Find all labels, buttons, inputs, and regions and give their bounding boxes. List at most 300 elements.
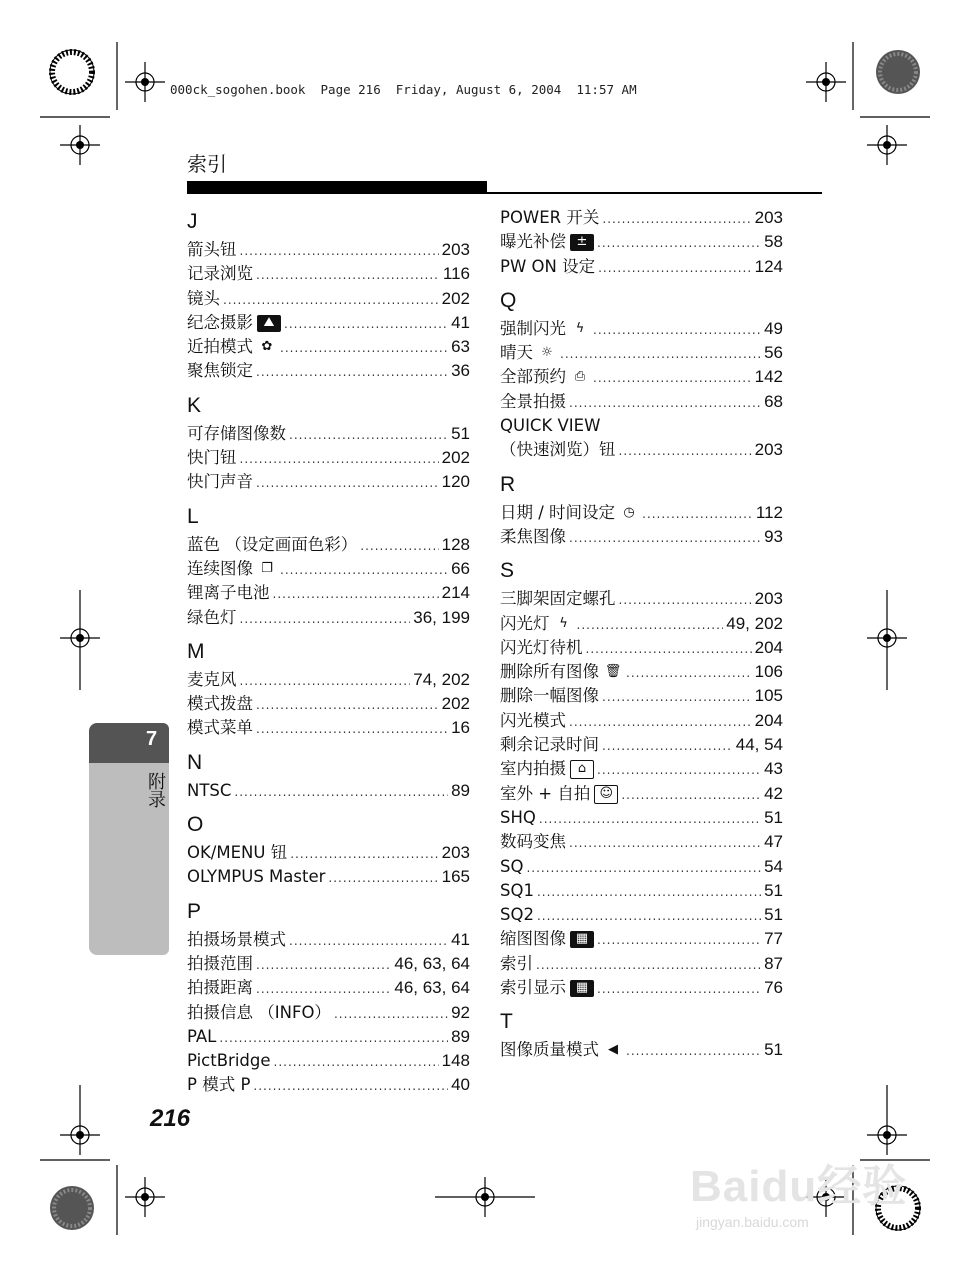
index-entry-label xyxy=(187,928,286,952)
index-entry-label xyxy=(187,865,325,889)
chapter-tab-label: 附录 xyxy=(145,772,166,808)
leader-dots xyxy=(621,783,761,807)
index-entry-text: POWER 开关 xyxy=(500,208,600,227)
index-entry-label xyxy=(500,501,639,525)
index-entry-label xyxy=(187,1073,250,1097)
index-entry xyxy=(500,365,783,389)
index-entry-label xyxy=(187,976,253,1000)
index-entry-text: P 模式 P xyxy=(187,1075,251,1095)
index-entry xyxy=(187,470,470,494)
flash-icon: ϟ xyxy=(575,320,585,336)
index-entry xyxy=(187,359,470,383)
index-entry-label xyxy=(500,830,566,854)
index-entry-page: 51 xyxy=(764,905,783,925)
index-entry-text: 纪念摄影 xyxy=(187,312,253,332)
index-entry-label xyxy=(187,841,287,865)
index-entry xyxy=(500,976,783,1000)
index-entry-label xyxy=(500,709,566,733)
index-entry-label xyxy=(500,1038,623,1062)
leader-dots xyxy=(598,256,752,280)
index-entry-page: 68 xyxy=(764,391,783,411)
index-entry-page: 204 xyxy=(754,710,783,730)
index-entry-page: 165 xyxy=(441,867,470,887)
index-entry xyxy=(500,255,783,279)
index-entry-text: 室内拍摄 xyxy=(500,759,566,779)
index-entry-label xyxy=(187,422,286,446)
clock-icon: ◷ xyxy=(623,504,635,520)
index-entry-page: 203 xyxy=(754,589,783,609)
index-entry-label xyxy=(500,317,590,341)
index-entry xyxy=(500,806,783,830)
index-entry xyxy=(187,668,470,692)
index-entry-text: 记录浏览 xyxy=(187,264,253,284)
index-entry-label xyxy=(500,855,523,879)
title-rule-thin xyxy=(487,192,822,194)
index-column-left xyxy=(187,206,470,1098)
index-entry xyxy=(500,317,783,341)
index-entry-text: 聚焦锁定 xyxy=(187,361,253,381)
leader-dots xyxy=(597,928,761,952)
index-entry-page: 51 xyxy=(451,423,470,443)
index-entry xyxy=(187,716,470,740)
index-entry-page: 202 xyxy=(441,288,470,308)
leader-dots xyxy=(273,582,439,606)
leader-dots xyxy=(626,661,752,685)
index-entry-text: 锂离子电池 xyxy=(187,583,270,603)
index-entry xyxy=(187,779,470,803)
watermark-main: Baidu经验 xyxy=(690,1162,908,1211)
index-entry-page: 203 xyxy=(441,843,470,863)
leader-dots xyxy=(240,607,411,631)
index-entry xyxy=(500,206,783,230)
index-thumbnail-icon: ▦ xyxy=(570,980,594,997)
index-entry xyxy=(187,422,470,446)
leader-dots xyxy=(539,807,761,831)
index-entry-text: 拍摄范围 xyxy=(187,953,253,973)
index-entry-text: 拍摄距离 xyxy=(187,978,253,998)
index-entry xyxy=(187,533,470,557)
index-entry xyxy=(187,841,470,865)
index-entry xyxy=(500,414,783,438)
index-letter-heading: T xyxy=(500,1010,513,1034)
book-header: 000ck_sogohen.book Page 216 Friday, August 6, 2004 11:57 AM xyxy=(170,82,637,97)
index-entry-page: 16 xyxy=(451,718,470,738)
index-entry-label xyxy=(500,903,534,927)
index-entry-page: 202 xyxy=(441,694,470,714)
index-entry-page: 36 xyxy=(451,361,470,381)
index-entry-label xyxy=(500,612,574,636)
leader-dots xyxy=(256,471,439,495)
sun-icon: ☼ xyxy=(541,345,553,361)
leader-dots xyxy=(569,831,761,855)
index-entry-label xyxy=(187,287,220,311)
index-entry-text: 快门声音 xyxy=(187,472,253,492)
leader-dots xyxy=(240,669,411,693)
index-entry-page: 76 xyxy=(764,978,783,998)
index-entry-page: 204 xyxy=(754,637,783,657)
index-entry-label xyxy=(187,1025,216,1049)
index-entry xyxy=(500,927,783,951)
index-entry-page: 92 xyxy=(451,1002,470,1022)
index-entry-label xyxy=(187,262,253,286)
index-entry xyxy=(187,1025,470,1049)
index-entry-label xyxy=(500,390,566,414)
index-entry-text: 模式菜单 xyxy=(187,718,253,738)
leader-dots xyxy=(593,318,761,342)
index-entry-text: OK/MENU 钮 xyxy=(187,843,288,863)
index-letter-heading: P xyxy=(187,899,202,923)
watermark-logo xyxy=(690,1150,907,1230)
index-entry-label xyxy=(187,359,253,383)
index-entry-label xyxy=(500,684,599,708)
leader-dots xyxy=(256,717,448,741)
index-entry-text: 连续图像 xyxy=(187,558,253,578)
index-entry xyxy=(500,636,783,660)
index-letter-heading: Q xyxy=(500,288,517,312)
index-entry-text: 绿色灯 xyxy=(187,607,237,627)
index-entry xyxy=(187,1049,470,1073)
index-entry-text: 闪光灯待机 xyxy=(500,637,583,657)
index-entry-page: 44, 54 xyxy=(735,735,783,755)
leader-dots xyxy=(223,288,439,312)
index-entry-text: SQ2 xyxy=(500,905,534,925)
index-entry xyxy=(187,1001,470,1025)
index-entry-page: 51 xyxy=(764,880,783,900)
index-entry-label xyxy=(500,976,594,1000)
index-entry-page: 63 xyxy=(451,337,470,357)
index-entry xyxy=(187,606,470,630)
index-entry-label xyxy=(187,1001,331,1025)
leader-dots xyxy=(626,1039,761,1063)
self-portrait-icon: ☺ xyxy=(594,785,618,804)
index-entry xyxy=(500,525,783,549)
index-column-right xyxy=(500,206,783,1063)
index-entry-label xyxy=(187,779,231,803)
index-entry-text: 索引显示 xyxy=(500,978,566,998)
leader-dots xyxy=(619,439,752,463)
index-entry-label xyxy=(187,557,277,581)
index-entry-page: 43 xyxy=(764,759,783,779)
leader-dots xyxy=(526,856,761,880)
index-entry-page: 56 xyxy=(764,343,783,363)
index-entry-text: 蓝色 （设定画面色彩） xyxy=(187,534,358,554)
index-entry-page: 89 xyxy=(451,1026,470,1046)
index-entry xyxy=(187,952,470,976)
index-entry-label xyxy=(500,587,616,611)
delete-all-icon: 🗑 xyxy=(604,664,622,680)
leader-dots xyxy=(280,336,448,360)
index-entry-label xyxy=(500,660,623,684)
index-entry-page: 214 xyxy=(441,583,470,603)
index-entry-label xyxy=(187,470,253,494)
index-entry-label xyxy=(500,782,618,806)
index-entry xyxy=(187,692,470,716)
leader-dots xyxy=(240,239,439,263)
index-entry-page: 46, 63, 64 xyxy=(394,978,470,998)
index-entry xyxy=(187,1073,470,1097)
index-entry-text: 全景拍摄 xyxy=(500,391,566,411)
index-entry xyxy=(187,311,470,335)
index-entry-text: 柔焦图像 xyxy=(500,526,566,546)
index-entry-text: OLYMPUS Master xyxy=(187,867,326,887)
index-entry-page: 202 xyxy=(441,448,470,468)
leader-dots xyxy=(284,312,448,336)
index-entry-text: 麦克风 xyxy=(187,669,237,689)
index-entry-page: 40 xyxy=(451,1075,470,1095)
index-entry-label xyxy=(187,446,237,470)
index-letter-heading: J xyxy=(187,210,198,233)
index-entry-page: 120 xyxy=(441,472,470,492)
index-entry-page: 106 xyxy=(754,662,783,682)
leader-dots xyxy=(256,263,440,287)
index-entry-page: 36, 199 xyxy=(413,607,470,627)
index-entry-page: 124 xyxy=(754,256,783,276)
index-entry xyxy=(500,830,783,854)
index-entry-page: 47 xyxy=(764,832,783,852)
index-entry-page: 142 xyxy=(754,367,783,387)
index-entry-page: 41 xyxy=(451,929,470,949)
index-entry-label xyxy=(187,692,253,716)
index-entry-page: 89 xyxy=(451,780,470,800)
index-entry-page: 41 xyxy=(451,312,470,332)
index-entry-text: SHQ xyxy=(500,807,536,827)
print-all-icon: ⎙ xyxy=(574,369,586,385)
leader-dots xyxy=(360,534,438,558)
leader-dots xyxy=(253,1074,448,1098)
leader-dots xyxy=(586,637,752,661)
index-entry-text: PAL xyxy=(187,1026,217,1046)
landscape-portrait-icon: ⛰ xyxy=(257,315,281,332)
index-entry xyxy=(187,446,470,470)
index-entry-text: 箭头钮 xyxy=(187,240,237,259)
index-entry xyxy=(500,757,783,781)
leader-dots xyxy=(619,588,752,612)
leader-dots xyxy=(537,904,761,928)
index-entry xyxy=(187,928,470,952)
index-entry xyxy=(187,335,470,359)
index-entry-page: 49, 202 xyxy=(726,613,783,633)
leader-dots xyxy=(569,710,752,734)
leader-dots xyxy=(597,231,761,255)
index-entry-text: 拍摄场景模式 xyxy=(187,929,286,949)
index-entry-text: 镜头 xyxy=(187,288,220,308)
index-entry-text: 删除一幅图像 xyxy=(500,686,599,706)
index-letter-heading: L xyxy=(187,504,199,528)
index-entry-text: 快门钮 xyxy=(187,448,237,468)
index-entry-text: PW ON 设定 xyxy=(500,256,596,276)
leader-dots xyxy=(642,502,753,526)
index-entry-label xyxy=(500,879,534,903)
index-entry-label xyxy=(187,335,277,359)
index-entry xyxy=(187,557,470,581)
leader-dots xyxy=(597,977,761,1001)
leader-dots xyxy=(274,1050,439,1074)
index-entry xyxy=(500,879,783,903)
index-entry-page: 203 xyxy=(754,208,783,227)
index-entry-label xyxy=(187,238,237,262)
index-entry-page: 42 xyxy=(764,783,783,803)
index-entry-text: 晴天 xyxy=(500,343,533,363)
index-entry-text: 闪光灯 xyxy=(500,613,550,633)
index-entry-text: 剩余记录时间 xyxy=(500,735,599,755)
index-entry xyxy=(500,733,783,757)
index-entry-label xyxy=(500,255,595,279)
index-entry-page: 93 xyxy=(764,526,783,546)
index-entry-text: QUICK VIEW xyxy=(500,416,601,436)
leader-dots xyxy=(219,1026,448,1050)
index-entry-page: 116 xyxy=(442,264,470,284)
index-entry-label xyxy=(187,1049,271,1073)
leader-dots xyxy=(290,842,438,866)
leader-dots xyxy=(593,366,752,390)
index-entry xyxy=(500,709,783,733)
watermark-url: jingyan.baidu.com xyxy=(696,1214,809,1230)
index-entry-text: （快速浏览）钮 xyxy=(500,440,616,460)
index-entry xyxy=(500,903,783,927)
index-entry-label xyxy=(500,206,599,230)
leader-dots xyxy=(602,734,733,758)
index-entry-text: 删除所有图像 xyxy=(500,662,599,682)
leader-dots xyxy=(280,558,448,582)
leader-dots xyxy=(334,1002,448,1026)
index-entry xyxy=(500,587,783,611)
index-entry-page: 66 xyxy=(451,558,470,578)
index-entry-label xyxy=(500,416,600,435)
index-entry-page: 87 xyxy=(764,953,783,973)
index-entry-text: 日期 / 时间设定 xyxy=(500,502,616,522)
leader-dots xyxy=(240,447,439,471)
leader-dots xyxy=(536,953,761,977)
leader-dots xyxy=(569,391,761,415)
page-number: 216 xyxy=(150,1105,191,1132)
index-entry-page: 54 xyxy=(764,856,783,876)
index-entry xyxy=(500,1038,783,1062)
exposure-compensation-icon: ± xyxy=(570,234,594,251)
index-entry-page: 105 xyxy=(754,686,783,706)
index-letter-heading: M xyxy=(187,639,205,663)
index-entry-label xyxy=(500,952,533,976)
index-entry-label xyxy=(500,806,536,830)
index-entry xyxy=(187,238,470,262)
image-quality-icon: ◀ xyxy=(608,1042,618,1058)
index-entry-label xyxy=(187,533,357,557)
index-entry-label xyxy=(500,927,594,951)
leader-dots xyxy=(256,360,448,384)
index-entry-page: 74, 202 xyxy=(413,669,470,689)
index-entry-label xyxy=(500,636,583,660)
index-entry-label xyxy=(500,341,557,365)
index-entry-label xyxy=(187,716,253,740)
page-title: 索引 xyxy=(187,152,227,176)
index-entry xyxy=(500,230,783,254)
leader-dots xyxy=(256,977,391,1001)
leader-dots xyxy=(256,953,391,977)
index-entry-label xyxy=(187,311,281,335)
index-entry-text: 拍摄信息 （INFO） xyxy=(187,1002,331,1022)
index-entry xyxy=(500,782,783,806)
sequential-shooting-icon: ❐ xyxy=(261,560,273,576)
index-entry-label xyxy=(500,733,599,757)
index-entry-label xyxy=(187,952,253,976)
leader-dots xyxy=(234,780,448,804)
index-entry xyxy=(500,855,783,879)
index-entry xyxy=(500,501,783,525)
indoor-icon: ⌂ xyxy=(570,760,594,779)
index-entry-text: 索引 xyxy=(500,953,533,973)
index-entry-label xyxy=(187,606,237,630)
index-entry-text: 室外 + 自拍 xyxy=(500,783,591,803)
index-entry xyxy=(500,390,783,414)
index-entry-label xyxy=(500,230,594,254)
leader-dots xyxy=(560,342,761,366)
flash-icon: ϟ xyxy=(559,615,568,631)
index-entry-text: 缩图图像 xyxy=(500,929,566,949)
index-entry-page: 46, 63, 64 xyxy=(394,953,470,973)
macro-flower-icon: ✿ xyxy=(261,339,273,355)
leader-dots xyxy=(602,685,752,709)
index-entry xyxy=(500,341,783,365)
index-entry-page: 112 xyxy=(755,502,783,522)
index-entry xyxy=(500,660,783,684)
index-entry-text: 全部预约 xyxy=(500,367,566,387)
index-entry-page: 51 xyxy=(764,1040,783,1060)
index-letter-heading: S xyxy=(500,559,515,583)
index-entry-text: 三脚架固定螺孔 xyxy=(500,589,616,609)
leader-dots xyxy=(537,880,761,904)
index-entry xyxy=(500,684,783,708)
index-entry-text: 近拍模式 xyxy=(187,337,253,357)
index-entry-page: 77 xyxy=(764,929,783,949)
leader-dots xyxy=(328,866,438,890)
index-entry xyxy=(500,952,783,976)
index-entry-page: 58 xyxy=(764,232,783,252)
index-letter-heading: K xyxy=(187,393,202,417)
index-entry-text: 可存储图像数 xyxy=(187,423,286,443)
index-entry-label xyxy=(187,581,270,605)
index-entry-text: 强制闪光 xyxy=(500,318,566,338)
index-entry xyxy=(500,612,783,636)
leader-dots xyxy=(597,758,761,782)
leader-dots xyxy=(256,693,439,717)
index-letter-heading: N xyxy=(187,750,203,774)
index-letter-heading: R xyxy=(500,472,516,496)
leader-dots xyxy=(289,929,448,953)
index-letter-heading: O xyxy=(187,813,204,837)
index-entry-page: 148 xyxy=(441,1051,470,1071)
index-entry-text: 图像质量模式 xyxy=(500,1040,599,1060)
index-entry-label xyxy=(500,757,594,781)
leader-dots xyxy=(577,613,724,637)
index-entry-text: 曝光补偿 xyxy=(500,232,566,252)
index-entry xyxy=(187,976,470,1000)
leader-dots xyxy=(569,526,761,550)
index-entry-page: 203 xyxy=(441,240,470,259)
index-entry-text: 数码变焦 xyxy=(500,832,566,852)
index-entry xyxy=(187,581,470,605)
index-entry-label xyxy=(500,525,566,549)
leader-dots xyxy=(289,423,448,447)
index-entry-text: 模式拨盘 xyxy=(187,694,253,714)
index-entry-text: NTSC xyxy=(187,780,232,800)
index-entry xyxy=(187,262,470,286)
index-entry-page: 128 xyxy=(441,534,470,554)
index-entry-label xyxy=(187,668,237,692)
index-entry-page: 51 xyxy=(764,807,783,827)
index-entry-page: 49 xyxy=(764,318,783,338)
index-entry-text: PictBridge xyxy=(187,1051,271,1071)
index-entry xyxy=(187,287,470,311)
index-entry-label xyxy=(500,438,616,462)
